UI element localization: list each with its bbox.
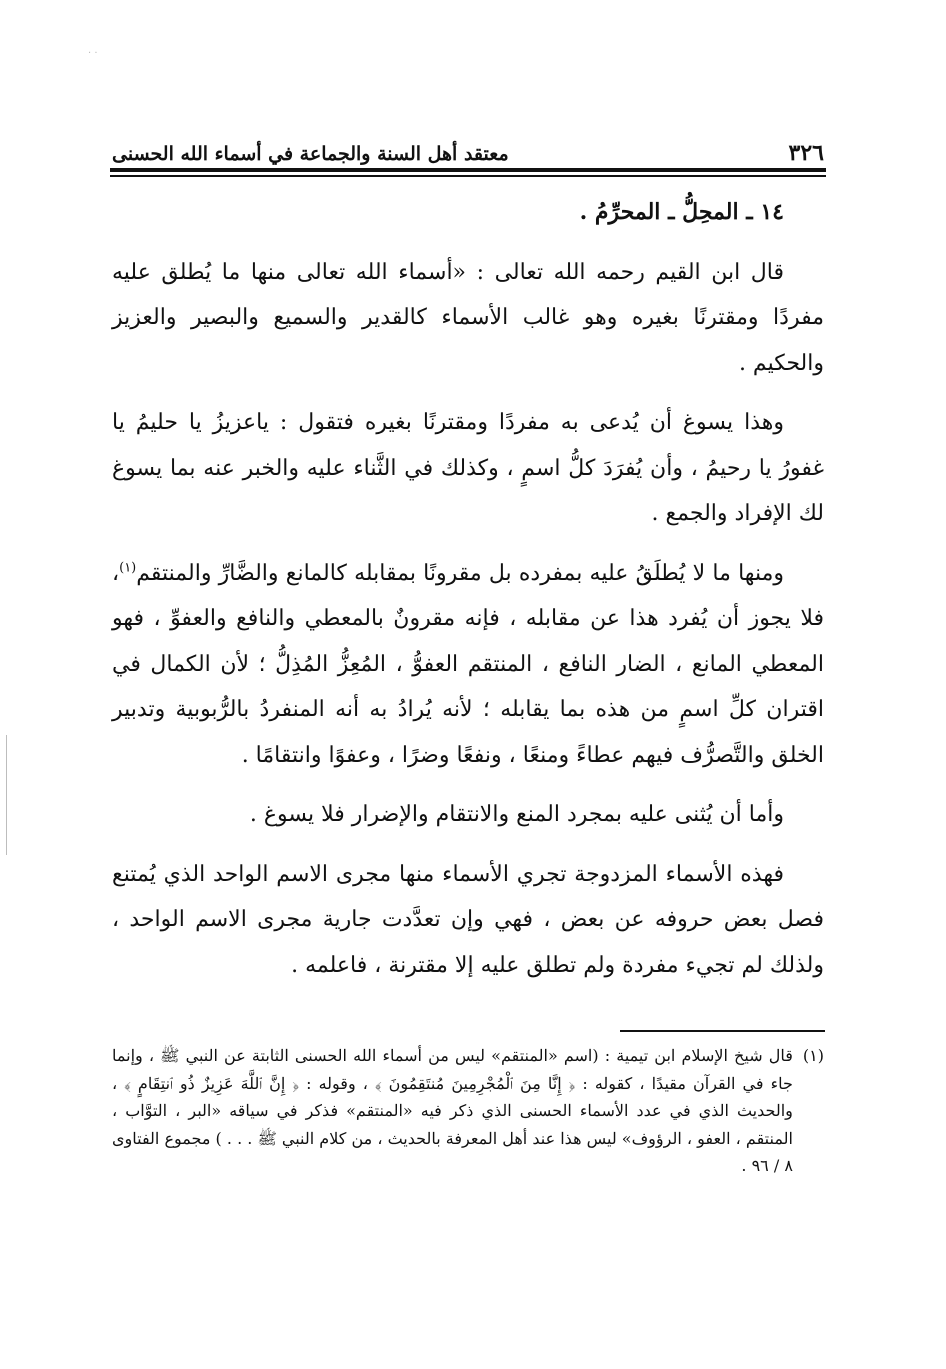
paragraph-3-text-a: ومنها ما لا يُطلَقُ عليه بمفرده بل مقرونًا بمقابله كالمانع والضَّارِّ والمنتقم [136, 560, 784, 586]
main-text [112, 190, 824, 1002]
paragraph-5: فهذه الأسماء المزدوجة تجري الأسماء منها مجرى الاسم الواحد الذي يُمتنع فصل بعض حروفه عن بعض ، فهي وإن تعدَّدت جارية مجرى الاسم الواحد ، ولذلك لم تجيء مفردة ولم تطلق عليه إلا مقترنة ، فاعلمه . [112, 861, 824, 978]
running-title: معتقد أهل السنة والجماعة في أسماء الله الحسنى [112, 143, 509, 165]
section-heading: ١٤ ـ المحِلُّ ـ المحرِّمُ . [579, 199, 784, 225]
paragraph-3 [112, 551, 824, 779]
paragraph-2: وهذا يسوغ أن يُدعى به مفردًا ومقترنًا بغيره فتقول : ياعزيزُ يا حليمُ يا غفورُ يا رحيمُ ، وأن يُفرَدَ كلُّ اسمٍ ، وكذلك في الثَّناء عليه والخبر عنه بما يسوغ لك الإفراد والجمع . [112, 410, 824, 526]
footnote-marker: (١) [802, 1046, 824, 1065]
footnote-item [112, 1042, 824, 1180]
footnotes-section [112, 1042, 824, 1180]
page-number: ٣٢٦ [788, 140, 824, 166]
paragraph-1: قال ابن القيم رحمه الله تعالى : «أسماء الله تعالى منها ما يُطلق عليه مفردًا ومقترنًا بغيره وهو غالب الأسماء كالقدير والسميع والبصير والعزيز والحكيم . [112, 259, 824, 376]
footnote-text: قال شيخ الإسلام ابن تيمية : (اسم «المنتقم» ليس من أسماء الله الحسنى الثابتة عن النبي ﷺ ، وإنما جاء في القرآن مقيدًا ، كقوله : ﴿ إِنَّا مِنَ ٱلْمُجْرِمِينَ مُنتَقِمُونَ ﴾ ، وقوله : ﴿ إِنَّ ٱللَّهَ عَزِيزٌ ذُو ٱنتِقَامٍ ﴾ ، والحديث الذي في عدد الأسماء الحسنى الذي ذكر فيه «المنتقم» فذكر في سياقه «البر ، التوَّاب ، المنتقم ، العفو ، الرؤوف» ليس هذا عند أهل المعرفة بالحديث ، من كلام النبي ﷺ . . . ) مجموع الفتاوى ٨ / ٩٦ . [112, 1046, 793, 1175]
footnote-separator [620, 1030, 825, 1032]
running-header [112, 124, 824, 164]
scan-speck: · · [88, 48, 98, 59]
header-rule-thick [110, 168, 826, 172]
header-rule-thin [110, 175, 826, 177]
paragraph-4: وأما أن يُثنى عليه بمجرد المنع والانتقام والإضرار فلا يسوغ . [249, 802, 784, 827]
scan-edge-line [6, 735, 7, 855]
paragraph-3-text-b: ، فلا يجوز أن يُفرد هذا عن مقابله ، فإنه مقرونٌ بالمعطي والنافع والعفوِّ ، فهو المعطي المانع ، الضار النافع ، المنتقم العفوُّ ، المُعِزُّ المُذِلُّ ؛ لأن الكمال في اقتران كلِّ اسمٍ من هذه بما يقابله ؛ لأنه يُرادُ به أنه المنفردُ بالرُّبوبية وتدبير الخلق والتَّصرُّف فيهم عطاءً ومنعًا ، ونفعًا وضرًا ، وعفوًا وانتقامًا . [112, 560, 824, 768]
footnote-reference[interactable]: (١) [119, 560, 137, 576]
